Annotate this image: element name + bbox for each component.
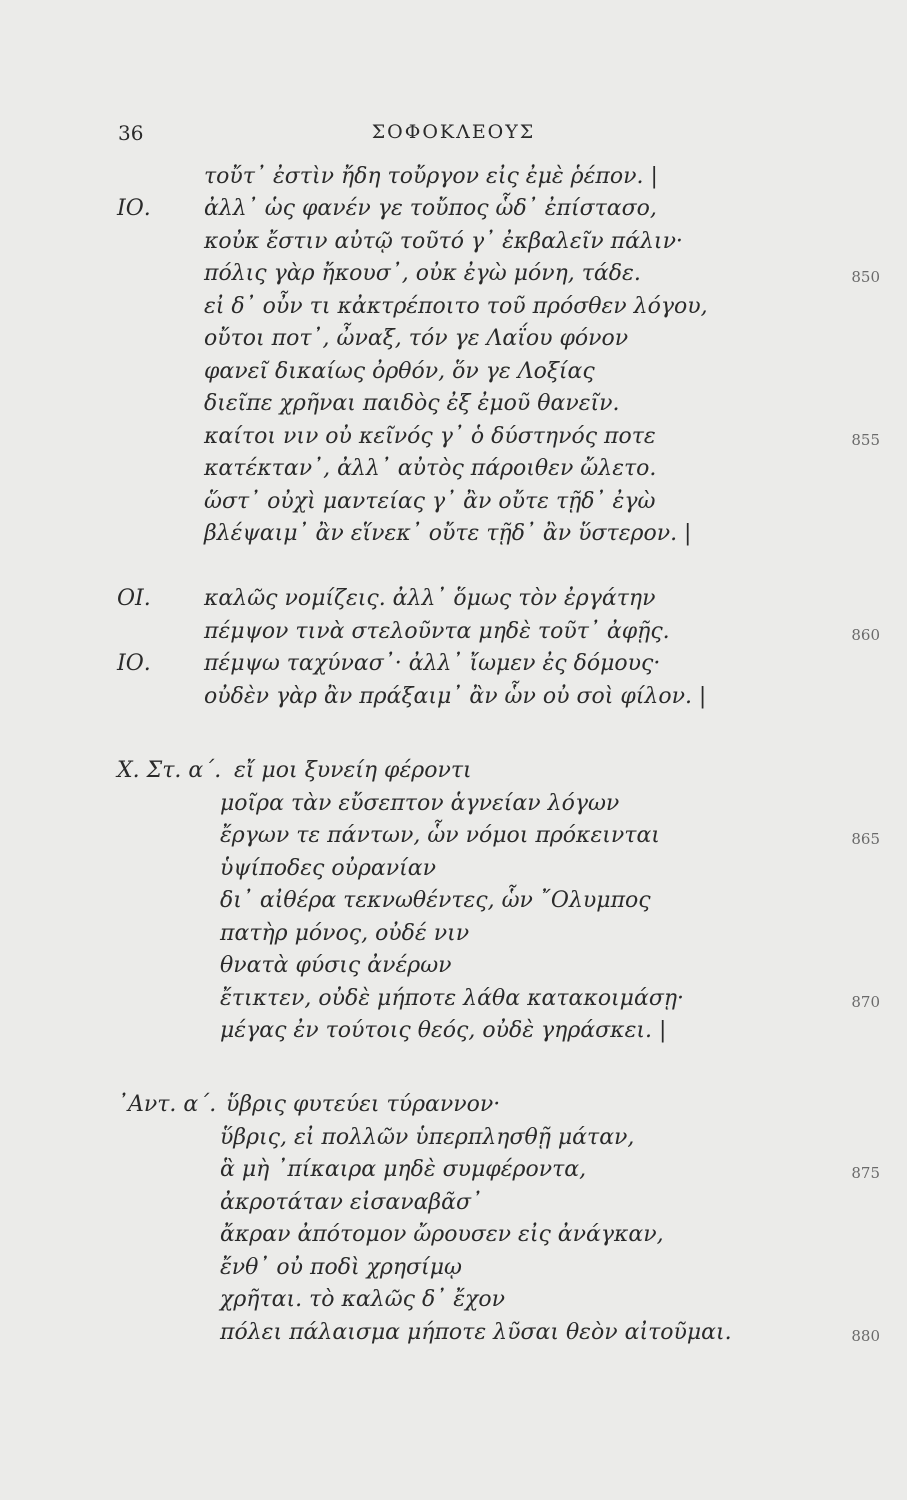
verse-line: θνατὰ φύσις ἀνέρων (220, 953, 452, 978)
verse-line: ἀκροτάταν εἰσαναβᾶσ᾽ (220, 1190, 483, 1215)
line-number: 865 (851, 830, 880, 848)
verse-line: ἀλλ᾽ ὡς φανέν γε τοὔπος ὧδ᾽ ἐπίστασο, (204, 196, 657, 221)
verse-line: πέμψον τινὰ στελοῦντα μηδὲ τοῦτ᾽ ἀφῇς. (204, 619, 670, 644)
verse-line: ὕβρις, εἰ πολλῶν ὑπερπλησθῇ μάταν, (220, 1125, 635, 1150)
verse-line: πέμψω ταχύνασ᾽· ἀλλ᾽ ἴωμεν ἐς δόμους· (204, 651, 661, 676)
verse-line: εἴ μοι ξυνείη φέροντι (234, 758, 472, 783)
line-number: 880 (851, 1327, 880, 1345)
verse-line: ἔτικτεν, οὐδὲ μήποτε λάθα κατακοιμάσῃ· (220, 986, 685, 1011)
verse-line: οὔτοι ποτ᾽, ὦναξ, τόν γε Λαΐου φόνον (204, 326, 629, 351)
speaker-label: ΙΟ. (117, 651, 151, 676)
speaker-label: ΙΟ. (117, 196, 151, 221)
verse-line: πατὴρ μόνος, οὐδέ νιν (220, 921, 470, 946)
verse-line: εἰ δ᾽ οὖν τι κἀκτρέποιτο τοῦ πρόσθεν λόγου, (204, 294, 708, 319)
line-number: 855 (851, 431, 880, 449)
verse-line: βλέψαιμ᾽ ἂν εἵνεκ᾽ οὔτε τῇδ᾽ ἂν ὕστερον. | (204, 521, 692, 546)
verse-line: πόλις γὰρ ἤκουσ᾽, οὐκ ἐγὼ μόνη, τάδε. (204, 261, 641, 286)
verse-line: ὥστ᾽ οὐχὶ μαντείας γ᾽ ἂν οὔτε τῇδ᾽ ἐγὼ (204, 489, 656, 514)
verse-line: ἔνθ᾽ οὐ ποδὶ χρησίμῳ (220, 1255, 462, 1280)
verse-line: ἔργων τε πάντων, ὧν νόμοι πρόκεινται (220, 823, 660, 848)
verse-line: μέγας ἐν τούτοις θεός, οὐδὲ γηράσκει. | (220, 1018, 667, 1043)
verse-line: χρῆται. τὸ καλῶς δ᾽ ἔχον (220, 1287, 505, 1312)
line-number: 875 (851, 1164, 880, 1182)
line-number: 850 (851, 268, 880, 286)
verse-line: ὕβρις φυτεύει τύραννον· (226, 1092, 501, 1117)
speaker-label: Χ. Στ. α΄. (117, 758, 222, 783)
line-number: 860 (851, 626, 880, 644)
verse-line: κατέκταν᾽, ἀλλ᾽ αὐτὸς πάροιθεν ὤλετο. (204, 456, 657, 481)
verse-line: ὑψίποδες οὐρανίαν (220, 856, 436, 881)
verse-line: μοῖρα τὰν εὔσεπτον ἁγνείαν λόγων (220, 791, 620, 816)
verse-line: φανεῖ δικαίως ὀρθόν, ὅν γε Λοξίας (204, 359, 595, 384)
verse-line: τοὔτ᾽ ἐστὶν ἤδη τοὔργον εἰς ἐμὲ ῥέπον. | (204, 164, 658, 189)
speaker-label: ᾽Αντ. α΄. (117, 1092, 217, 1117)
verse-line: ἄκραν ἀπότομον ὤρουσεν εἰς ἀνάγκαν, (220, 1222, 664, 1247)
verse-line: καλῶς νομίζεις. ἀλλ᾽ ὅμως τὸν ἐργάτην (204, 586, 656, 611)
running-title: ΣΟΦΟΚΛΕΟΥΣ (371, 121, 536, 143)
line-number: 870 (851, 993, 880, 1011)
verse-line: κοὐκ ἔστιν αὐτῷ τοῦτό γ᾽ ἐκβαλεῖν πάλιν· (204, 229, 683, 254)
speaker-label: ΟΙ. (117, 586, 151, 611)
verse-line: πόλει πάλαισμα μήποτε λῦσαι θεὸν αἰτοῦμαι. (220, 1320, 732, 1345)
verse-line: οὐδὲν γὰρ ἂν πράξαιμ᾽ ἂν ὧν οὐ σοὶ φίλον. | (204, 684, 707, 709)
page-number: 36 (118, 121, 144, 145)
verse-line: ἃ μὴ ᾽πίκαιρα μηδὲ συμφέροντα, (220, 1157, 587, 1182)
verse-line: καίτοι νιν οὐ κεῖνός γ᾽ ὁ δύστηνός ποτε (204, 424, 656, 449)
verse-line: διεῖπε χρῆναι παιδὸς ἐξ ἐμοῦ θανεῖν. (204, 391, 620, 416)
verse-line: δι᾽ αἰθέρα τεκνωθέντες, ὧν ῎Ολυμπος (220, 888, 651, 913)
